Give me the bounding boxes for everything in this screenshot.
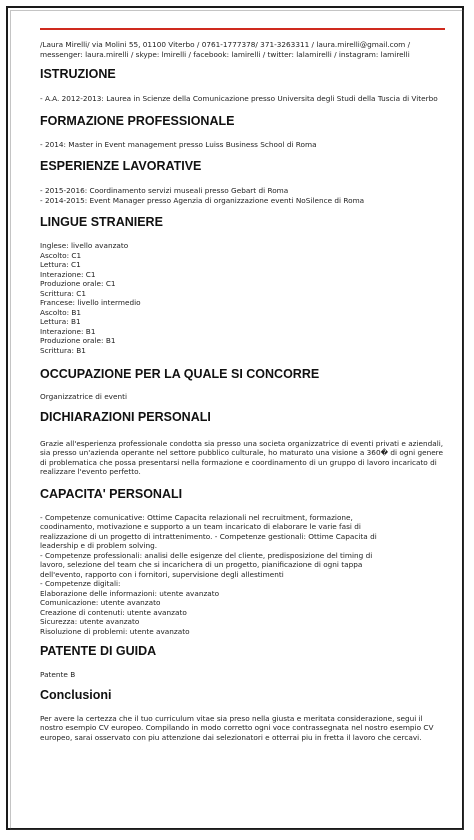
skills-line: Elaborazione delle informazioni: utente avanzato [40, 588, 220, 598]
section-title-patente: PATENTE DI GUIDA [40, 644, 157, 658]
language-line: Ascolto: B1 [40, 307, 82, 317]
skills-line: Comunicazione: utente avanzato [40, 598, 161, 607]
contact-info: /Laura Mirelli/ via Molini 55, 01100 Viterbo / 0761-1777378/ 371-3263311 / laura.mirelli@gmail.com / messenger: laura.mirelli / skype: lmirelli / facebook: lamirelli / twitter: lalamirelli / instagram: lamirelli [40, 40, 411, 59]
skills-line: - Competenze digitali: [40, 579, 121, 588]
section-title-capacita: CAPACITA' PERSONALI [40, 486, 183, 501]
section-title-formazione: FORMAZIONE PROFESSIONALE [40, 113, 235, 128]
skills-line: - Competenze comunicative: Ottime Capacita relazionali nel recruitment, formazione, [40, 512, 353, 522]
section-body-formazione [40, 140, 445, 150]
desired-job: Organizzatrice di eventi [40, 392, 127, 401]
language-line: Lettura: C1 [40, 260, 81, 269]
language-line: Francese: livello intermedio [40, 298, 141, 307]
language-line: Interazione: C1 [40, 269, 96, 279]
experience-item: - 2015-2016: Coordinamento servizi museali presso Gebart di Roma [40, 186, 289, 195]
language-line: Lettura: B1 [40, 317, 81, 326]
training-item: - 2014: Master in Event management presso Luiss Business School di Roma [40, 139, 317, 149]
education-item: - A.A. 2012-2013: Laurea in Scienze della Comunicazione presso Universita degli Studi della Tuscia di Viterbo [40, 94, 438, 103]
section-title-esperienze: ESPERIENZE LAVORATIVE [40, 159, 202, 173]
section-title-istruzione: ISTRUZIONE [40, 67, 116, 81]
language-line: Interazione: B1 [40, 326, 96, 336]
skills-line: Sicurezza: utente avanzato [40, 617, 140, 626]
section-body-esperienze [40, 186, 445, 205]
section-body-occupazione [40, 392, 445, 402]
skills-line: dell'evento, rapporto con i fornitori, supervisione degli allestimenti [40, 569, 284, 579]
language-line: Produzione orale: C1 [40, 279, 116, 288]
driving-license: Patente B [40, 670, 76, 679]
section-title-occupazione: OCCUPAZIONE PER LA QUALE SI CONCORRE [40, 367, 320, 381]
language-line: Ascolto: C1 [40, 250, 82, 260]
conclusion-text: Per avere la certezza che il tuo curriculum vitae sia preso nella giusta e meritata considerazione, segui il nostro esempio CV europeo. Compilando in modo corretto ogni voce contrassegnata nel nostro esempio CV europeo, sarai osservato con piu attenzione dai selezionatori e otterrai piu in fretta il lavoro che cercavi. [40, 713, 434, 742]
skills-line: - Competenze professionali: analisi delle esigenze del cliente, predisposizione del timing di [40, 550, 373, 560]
skills-line: Risoluzione di problemi: utente avanzato [40, 626, 190, 636]
section-title-dichiarazioni: DICHIARAZIONI PERSONALI [40, 409, 211, 424]
language-line: Scrittura: B1 [40, 345, 86, 355]
skills-line: lavoro, selezione del team che si incarichera di un progetto, pianificazione di ogni tappa [40, 560, 363, 569]
header-accent-line [40, 28, 445, 30]
section-body-conclusioni [40, 714, 445, 743]
section-body-capacita [40, 513, 445, 637]
language-line: Produzione orale: B1 [40, 336, 116, 345]
skills-line: realizzazione di un progetto di intrattenimento. - Competenze gestionali: Ottime Capacita di [40, 531, 377, 541]
section-title-lingue: LINGUE STRANIERE [40, 215, 163, 229]
section-title-conclusioni: Conclusioni [40, 687, 112, 702]
section-body-patente [40, 670, 445, 680]
section-body-lingue [40, 241, 445, 355]
skills-line: leadership e di problem solving. [40, 541, 158, 550]
language-line: Inglese: livello avanzato [40, 241, 129, 250]
language-line: Scrittura: C1 [40, 288, 87, 298]
personal-statement: Grazie all'esperienza professionale condotta sia presso una societa organizzatrice di eventi privati e aziendali, sia presso un'azienda operante nel settore pubblico culturale, ho maturato una visione a 360� di ogni genere di problematica che possa presentarsi nella formazione e coordinamento di un gruppo di lavoro incaricato di realizzare l'evento perfetto. [40, 438, 444, 476]
experience-item: - 2014-2015: Event Manager presso Agenzia di organizzazione eventi NoSilence di Roma [40, 195, 365, 205]
cv-document [40, 28, 445, 742]
section-body-dichiarazioni [40, 439, 445, 477]
skills-line: coodinamento, motivazione e supporto a un team incaricato di elaborare le varie fasi di [40, 522, 361, 531]
skills-line: Creazione di contenuti: utente avanzato [40, 607, 187, 617]
section-body-istruzione [40, 94, 445, 104]
